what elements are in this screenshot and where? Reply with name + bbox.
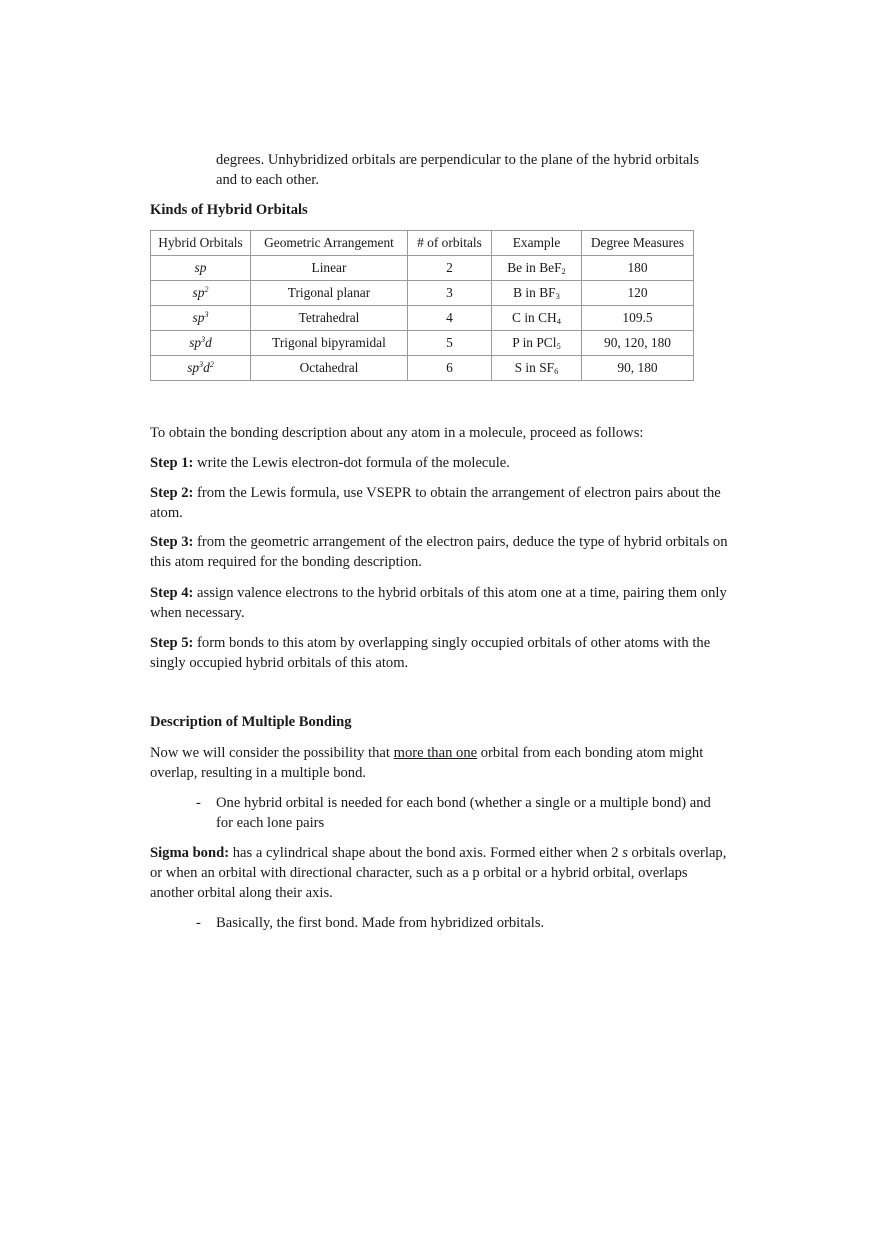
sigma-bond-paragraph: Sigma bond: has a cylindrical shape about the bond axis. Formed either when 2 s orbitals overlap, or when an orbital with directional character, such as a p orbital or a hybrid orbital, overlaps another orbital along their axis. <box>150 845 727 901</box>
arrangement-cell: Tetrahedral <box>251 306 408 331</box>
table-row <box>151 331 694 356</box>
intro-line-2: and to each other. <box>216 172 319 188</box>
degrees-cell: 109.5 <box>582 306 694 331</box>
table-header-row <box>151 231 694 256</box>
table-row <box>151 306 694 331</box>
hybrid-cell: $sp^2$ <box>151 281 251 306</box>
arrangement-cell: Trigonal bipyramidal <box>251 331 408 356</box>
count-cell: 2 <box>408 256 492 281</box>
example-cell: C in $CH_4$ <box>492 306 582 331</box>
header-example: Example <box>492 231 582 256</box>
step-3: Step 3: from the geometric arrangement of the electron pairs, deduce the type of hybrid orbitals on this atom required for the bonding description. <box>150 534 728 570</box>
header-number-of-orbitals: # of orbitals <box>408 231 492 256</box>
table-row <box>151 256 694 281</box>
hybrid-orbitals-table <box>150 230 694 381</box>
multiple-bonding-heading: Description of Multiple Bonding <box>150 714 352 730</box>
intro-line-1: degrees. Unhybridized orbitals are perpendicular to the plane of the hybrid orbitals <box>216 152 700 168</box>
bullet-item-hybrid-orbital: One hybrid orbital is needed for each bond (whether a single or a multiple bond) and for each lone pairs <box>216 795 711 831</box>
hybrid-cell: $sp^3$ <box>151 306 251 331</box>
header-geometric-arrangement: Geometric Arrangement <box>251 231 408 256</box>
procedure-intro: To obtain the bonding description about any atom in a molecule, proceed as follows: <box>150 425 644 441</box>
step-1: Step 1: write the Lewis electron-dot formula of the molecule. <box>150 455 510 471</box>
example-cell: B in $BF_3$ <box>492 281 582 306</box>
header-degree-measures: Degree Measures <box>582 231 694 256</box>
table-row <box>151 356 694 381</box>
hybrid-cell: $sp^3d$ <box>151 331 251 356</box>
hybrid-cell: $sp^3d^2$ <box>151 356 251 381</box>
table-row <box>151 281 694 306</box>
step-5: Step 5: form bonds to this atom by overlapping singly occupied orbitals of other atoms with the singly occupied hybrid orbitals of this atom. <box>150 635 711 671</box>
header-hybrid-orbitals: Hybrid Orbitals <box>151 231 251 256</box>
multiple-bonding-paragraph: Now we will consider the possibility that more than one orbital from each bonding atom might overlap, resulting in a multiple bond. <box>150 745 704 781</box>
intro-paragraph <box>216 150 726 190</box>
bullet-marker: - <box>196 795 201 811</box>
degrees-cell: 120 <box>582 281 694 306</box>
bullet-marker: - <box>196 915 201 931</box>
example-cell: P in PCl$_5$ <box>492 331 582 356</box>
arrangement-cell: Trigonal planar <box>251 281 408 306</box>
example-cell: Be in BeF$_2$ <box>492 256 582 281</box>
count-cell: 6 <box>408 356 492 381</box>
bullet-item-first-bond: Basically, the first bond. Made from hybridized orbitals. <box>216 915 545 931</box>
degrees-cell: 90, 180 <box>582 356 694 381</box>
arrangement-cell: Linear <box>251 256 408 281</box>
count-cell: 5 <box>408 331 492 356</box>
step-2: Step 2: from the Lewis formula, use VSEPR to obtain the arrangement of electron pairs about the atom. <box>150 485 721 521</box>
count-cell: 3 <box>408 281 492 306</box>
kinds-heading: Kinds of Hybrid Orbitals <box>150 202 308 218</box>
degrees-cell: 90, 120, 180 <box>582 331 694 356</box>
arrangement-cell: Octahedral <box>251 356 408 381</box>
example-cell: S in $SF_6$ <box>492 356 582 381</box>
step-4: Step 4: assign valence electrons to the hybrid orbitals of this atom one at a time, pairing them only when necessary. <box>150 585 727 621</box>
count-cell: 4 <box>408 306 492 331</box>
hybrid-cell: sp <box>151 256 251 281</box>
degrees-cell: 180 <box>582 256 694 281</box>
